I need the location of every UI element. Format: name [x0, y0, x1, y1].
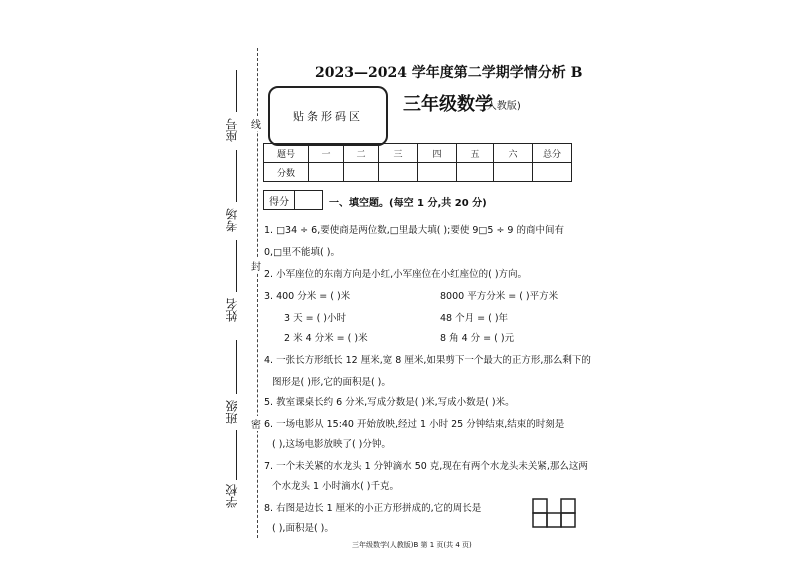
subject-title: 三年级数学: [403, 94, 493, 115]
score-cell[interactable]: [533, 163, 572, 182]
question-4-line-1: 4. 一张长方形纸长 12 厘米,宽 8 厘米,如果剪下一个最大的正方形,那么剩下的: [264, 355, 591, 366]
score-table: [263, 143, 572, 182]
seat-number-line[interactable]: [236, 70, 237, 112]
score-header-cell: 一: [309, 144, 344, 163]
question-3-item-5: 2 米 4 分米 = ( )米: [284, 333, 368, 344]
score-cell[interactable]: [379, 163, 418, 182]
grid-square: [561, 499, 575, 513]
section-score-value[interactable]: [295, 191, 322, 209]
edition-label: (人教版): [483, 101, 521, 112]
score-cell[interactable]: [309, 163, 344, 182]
score-header-cell: 题号: [264, 144, 309, 163]
grid-square: [533, 513, 547, 527]
score-header-cell: 二: [344, 144, 379, 163]
square-grid-figure: [532, 498, 576, 528]
score-header-cell: 六: [494, 144, 533, 163]
section-score-label: 得分: [264, 191, 295, 209]
seal-word-feng: 封: [251, 258, 261, 273]
section-heading: 一、填空题。(每空 1 分,共 20 分): [329, 198, 487, 209]
question-3-item-4: 48 个月 = ( )年: [440, 313, 509, 324]
question-2: 2. 小军座位的东南方向是小红,小军座位在小红座位的( )方向。: [264, 269, 528, 280]
exam-room-line[interactable]: [236, 150, 237, 202]
question-3-item-3: 3 天 = ( )小时: [284, 313, 346, 324]
section-score-box: [263, 190, 323, 210]
score-table-header-row: [264, 144, 572, 163]
score-header-cell: 五: [457, 144, 494, 163]
score-header-cell: 三: [379, 144, 418, 163]
score-cell[interactable]: [344, 163, 379, 182]
grid-square: [561, 513, 575, 527]
seat-number-label: 座号: [225, 118, 239, 142]
score-header-cell: 四: [418, 144, 457, 163]
grid-square: [547, 513, 561, 527]
question-6-line-2: ( ),这场电影放映了( )分钟。: [272, 439, 391, 450]
name-line[interactable]: [236, 240, 237, 292]
grid-square: [533, 499, 547, 513]
question-1-line-2: 0,□里不能填( )。: [264, 247, 340, 258]
score-table-value-row: [264, 163, 572, 182]
question-6-line-1: 6. 一场电影从 15:40 开始放映,经过 1 小时 25 分钟结束,结束的时刻是: [264, 419, 565, 430]
exam-room-label: 考场: [225, 208, 239, 232]
page-footer: 三年级数学(人教版)B 第 1 页(共 4 页): [352, 541, 472, 549]
question-8-line-1: 8. 右图是边长 1 厘米的小正方形拼成的,它的周长是: [264, 503, 482, 514]
question-4-line-2: 图形是( )形,它的面积是( )。: [272, 377, 391, 388]
class-line[interactable]: [236, 340, 237, 394]
question-7-line-1: 7. 一个未关紧的水龙头 1 分钟滴水 50 克,现在有两个水龙头未关紧,那么这两: [264, 461, 588, 472]
exam-title: 2023—2024 学年度第二学期学情分析 B: [315, 65, 583, 81]
score-cell[interactable]: [457, 163, 494, 182]
school-line[interactable]: [236, 430, 237, 480]
question-7-line-2: 个水龙头 1 小时滴水( )千克。: [272, 481, 400, 492]
class-label: 班级: [225, 400, 239, 424]
question-5: 5. 教室课桌长约 6 分米,写成分数是( )米,写成小数是( )米。: [264, 397, 515, 408]
question-3-item-1: 3. 400 分米 = ( )米: [264, 291, 351, 302]
score-cell[interactable]: [418, 163, 457, 182]
seal-word-mi: 密: [251, 416, 261, 431]
barcode-area: 贴条形码区: [268, 86, 388, 146]
score-row-label: 分数: [264, 163, 309, 182]
school-label: 学校: [225, 484, 239, 508]
seal-word-xian: 线: [251, 116, 261, 131]
question-3-item-6: 8 角 4 分 = ( )元: [440, 333, 515, 344]
question-3-item-2: 8000 平方分米 = ( )平方米: [440, 291, 559, 302]
score-header-cell: 总分: [533, 144, 572, 163]
question-8-line-2: ( ),面积是( )。: [272, 523, 334, 534]
question-1-line-1: 1. □34 ÷ 6,要使商是两位数,□里最大填( );要使 9□5 ÷ 9 的商中间有: [264, 225, 564, 236]
score-cell[interactable]: [494, 163, 533, 182]
name-label: 姓名: [225, 298, 239, 322]
